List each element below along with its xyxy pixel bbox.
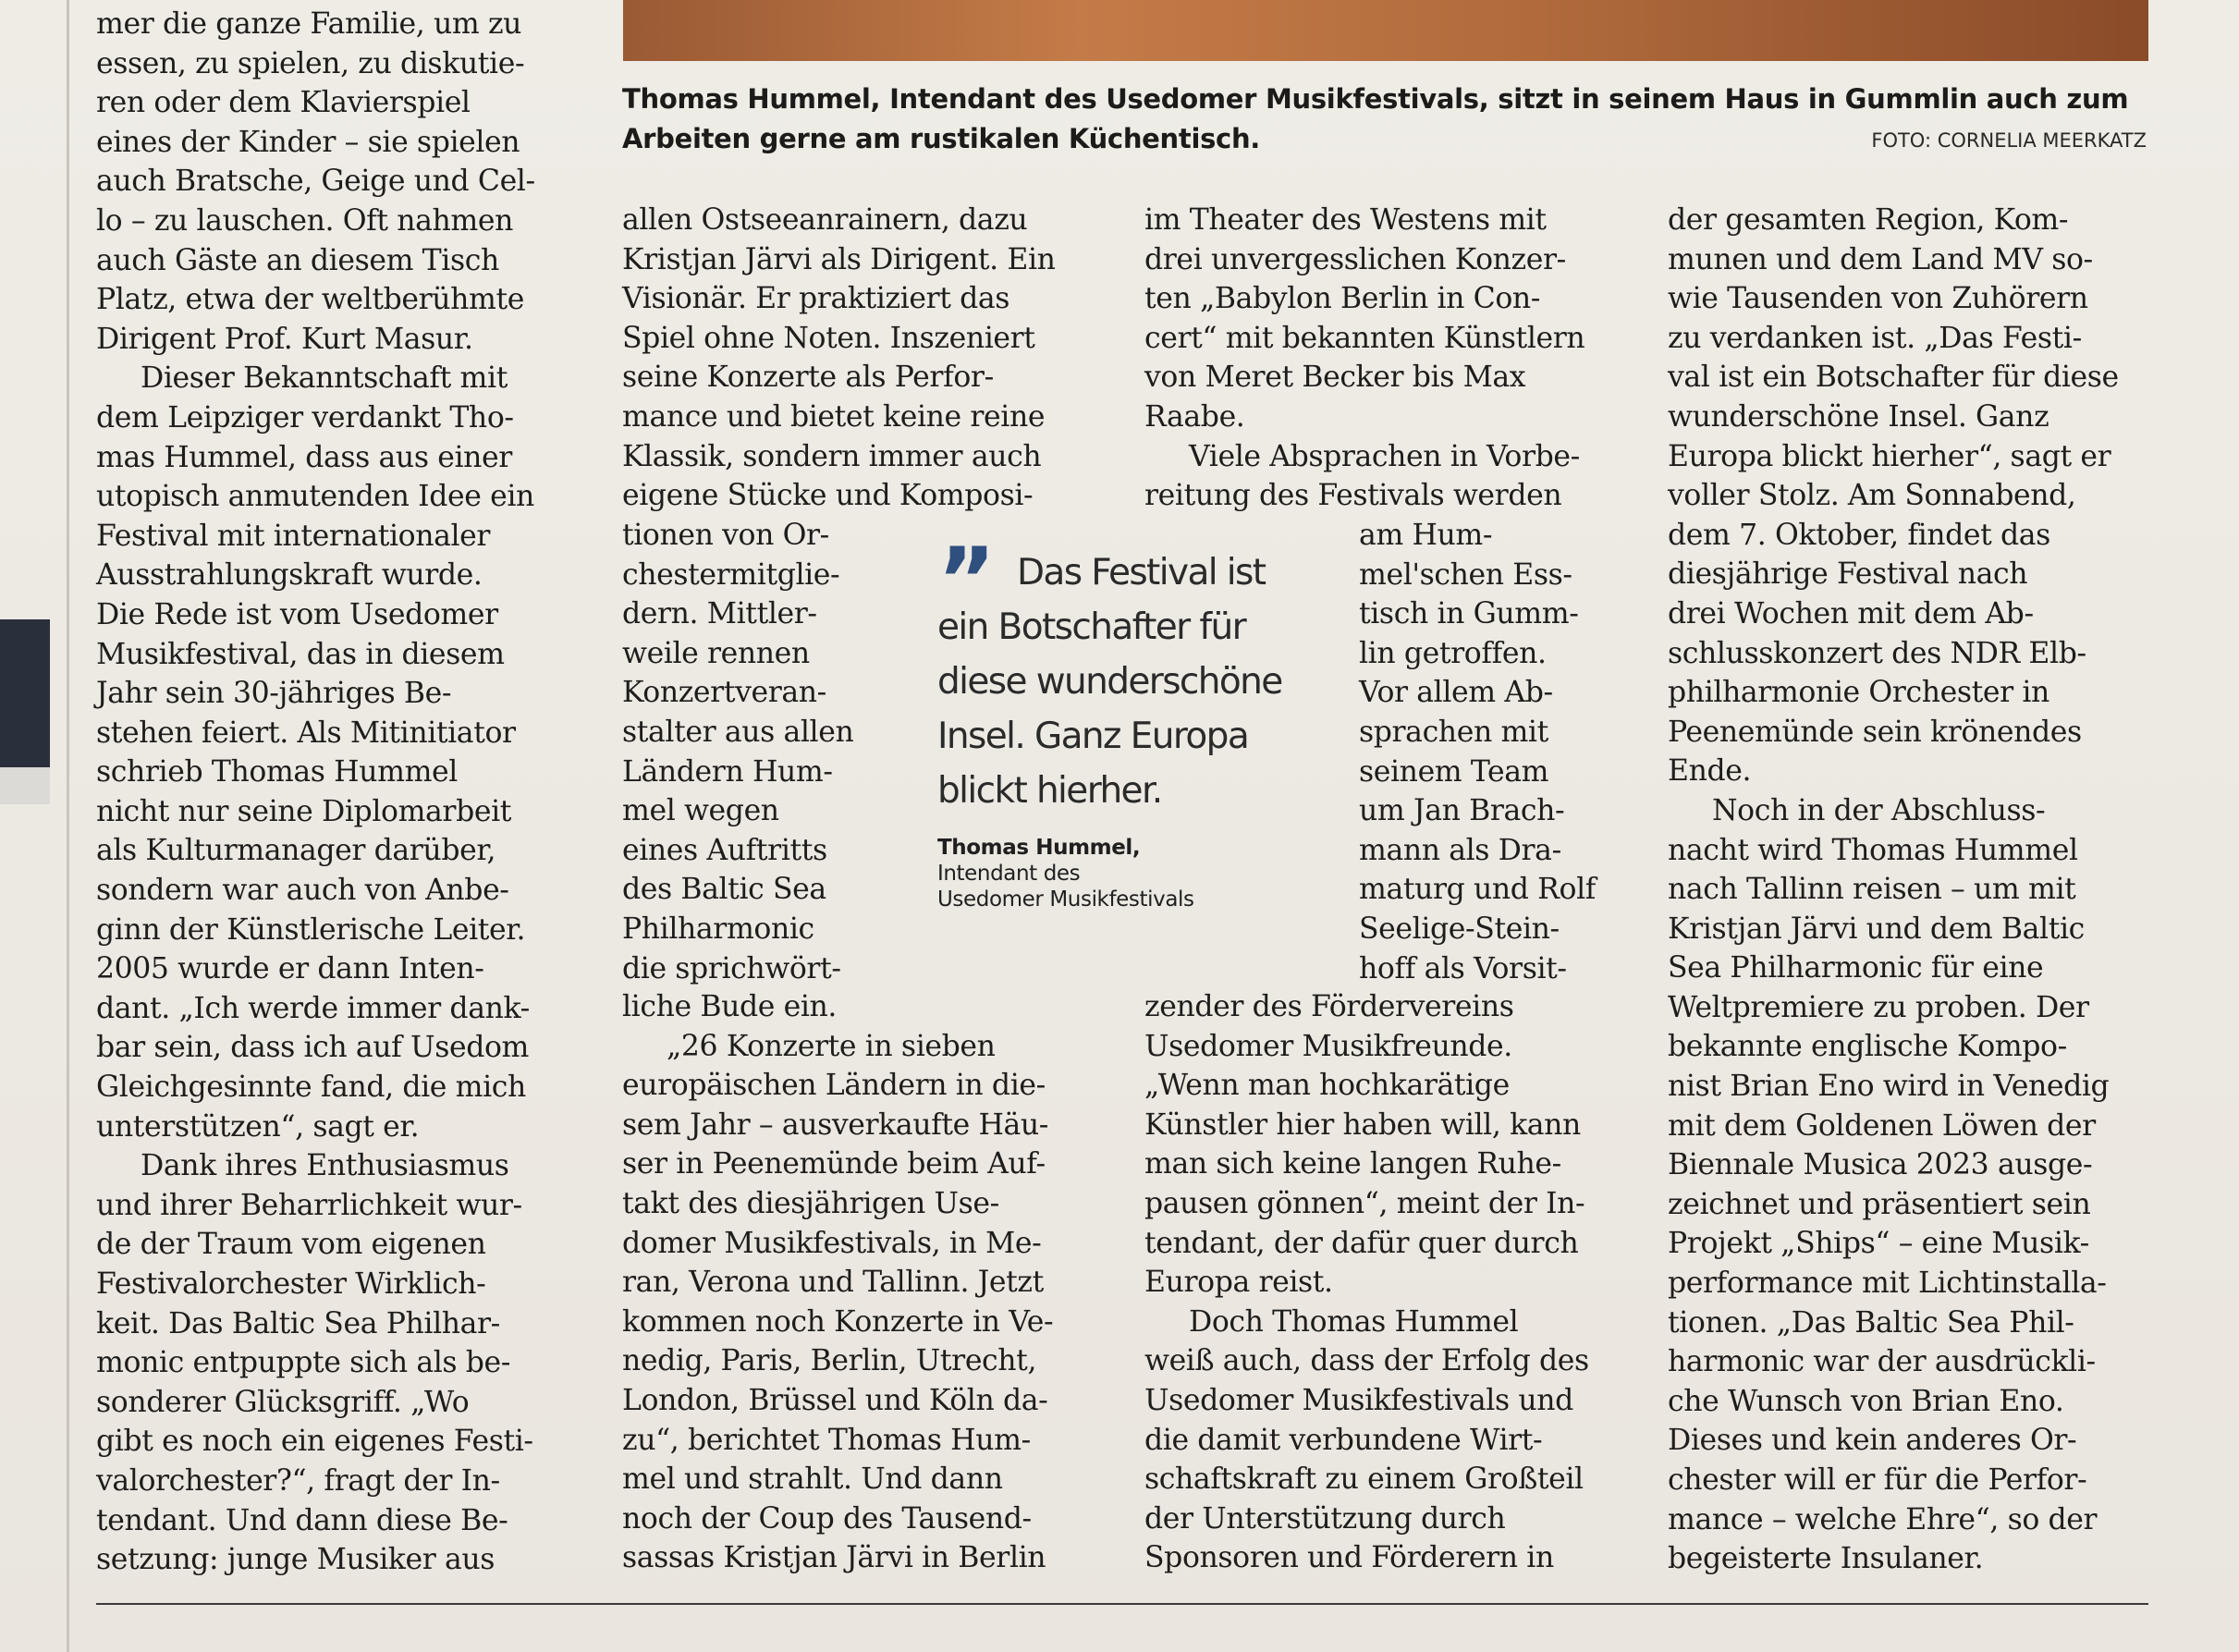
photo-credit: FOTO: CORNELIA MEERKATZ [1871,129,2147,152]
text-line: domer Musikfestivals, in Me- [622,1226,1042,1260]
text-line: Ausstrahlungskraft wurde. [96,558,483,593]
text-line: munen und dem Land MV so- [1668,242,2093,276]
text-line: setzung: junge Musiker aus [96,1543,496,1577]
article-column-2-wrap [622,516,881,988]
text-line: dant. „Ich werde immer dank- [96,991,530,1025]
text-line: Europa blickt hierher“, sagt er [1668,439,2111,473]
text-line: che Wunsch von Brian Eno. [1668,1384,2064,1418]
text-line: Sponsoren und Förderern in [1144,1541,1554,1575]
text-line: performance mit Lichtinstalla- [1668,1267,2107,1301]
text-line: weile rennen [622,636,810,670]
text-line: Noch in der Abschluss- [1712,793,2046,827]
text-line: nist Brian Eno wird in Venedig [1668,1070,2110,1104]
text-line: drei unvergesslichen Konzer- [1144,242,1566,276]
text-line: eines Auftritts [622,833,827,867]
text-line: „Wenn man hochkarätige [1144,1069,1510,1103]
text-line: tionen. „Das Baltic Sea Phil- [1668,1305,2074,1340]
text-line: stehen feiert. Als Mitinitiator [96,716,516,750]
text-line: keit. Das Baltic Sea Philhar- [96,1306,500,1340]
text-line: valorchester?“, fragt der In- [96,1463,500,1498]
text-line: als Kulturmanager darüber, [96,834,496,868]
article-column-3-wrap [1359,516,1627,988]
text-line: der Unterstützung durch [1144,1501,1506,1536]
text-line: nacht wird Thomas Hummel [1668,833,2078,867]
text-line: und ihrer Beharrlichkeit wur- [96,1188,522,1222]
quote-line: Insel. Ganz Europa [937,716,1249,757]
article-column-4 [1668,201,2149,1579]
text-line: ran, Verona und Tallinn. Jetzt [622,1266,1044,1300]
text-line: tendant, der dafür quer durch [1144,1226,1579,1260]
page-edge-rule [67,0,69,1652]
pull-quote [937,529,1344,912]
text-line: reitung des Festivals werden [1144,479,1562,513]
text-line: zender des Fördervereins [1144,990,1514,1023]
article-photo [623,0,2148,61]
text-line: Die Rede ist vom Usedomer [96,597,498,631]
text-line: Dieses und kein anderes Or- [1668,1424,2077,1458]
text-line: sonderer Glücksgriff. „Wo [96,1385,470,1419]
text-line: Seelige-Stein- [1359,912,1560,946]
text-line: lin getroffen. [1359,636,1547,670]
text-line: „26 Konzerte in sieben [667,1029,996,1063]
text-line: im Theater des Westens mit [1144,203,1547,237]
text-line: maturg und Rolf [1359,873,1596,907]
text-line: mit dem Goldenen Löwen der [1668,1108,2096,1143]
text-line: voller Stolz. Am Sonnabend, [1668,479,2076,513]
text-line: pausen gönnen“, meint der In- [1144,1186,1585,1220]
text-line: chestermitglie- [622,557,840,592]
text-line: nedig, Paris, Berlin, Utrecht, [622,1344,1037,1378]
text-line: dern. Mittler- [622,597,817,631]
text-line: wunderschöne Insel. Ganz [1668,399,2049,434]
article-column-3-continued [1144,987,1626,1578]
text-line: sondern war auch von Anbe- [96,874,509,908]
text-line: Philharmonic [622,912,814,946]
text-line: Gleichgesinnte fand, die mich [96,1071,526,1105]
text-line: Dirigent Prof. Kurt Masur. [96,322,473,356]
text-line: harmonic war der ausdrückli- [1668,1345,2096,1379]
text-line: monic entpuppte sich als be- [96,1346,510,1380]
text-line: Usedomer Musikfestivals und [1144,1383,1573,1417]
text-line: Klassik, sondern immer auch [622,439,1042,473]
text-line: ren oder dem Klavierspiel [96,86,471,120]
text-line: die damit verbundene Wirt- [1144,1423,1543,1457]
text-line: eigene Stücke und Komposi- [622,479,1034,513]
text-line: Weltpremiere zu proben. Der [1668,990,2089,1024]
text-line: Projekt „Ships“ – eine Musik- [1668,1227,2089,1261]
text-line: Spiel ohne Noten. Inszeniert [622,321,1035,355]
text-line: Vor allem Ab- [1359,676,1553,710]
quote-attribution [937,835,1344,912]
text-line: Festivalorchester Wirklich- [96,1267,486,1301]
text-line: mann als Dra- [1359,833,1561,867]
text-line: Peenemünde sein krönendes [1668,715,2082,749]
text-line: de der Traum vom eigenen [96,1228,486,1262]
text-line: Visionär. Er praktiziert das [622,282,1010,316]
quote-line: ein Botschafter für [937,606,1246,648]
text-line: mel'schen Ess- [1359,557,1572,592]
article-column-2 [622,201,1104,516]
text-line: diesjährige Festival nach [1668,557,2028,592]
text-line: Platz, etwa der weltberühmte [96,283,525,317]
text-line: nach Tallinn reisen – um mit [1668,873,2076,907]
text-line: des Baltic Sea [622,873,826,907]
text-line: mer die ganze Familie, um zu [96,7,522,41]
text-line: stalter aus allen [622,715,854,749]
text-line: sem Jahr – ausverkaufte Häu- [622,1107,1049,1142]
text-line: chester will er für die Perfor- [1668,1463,2087,1497]
text-line: der gesamten Region, Kom- [1668,203,2069,237]
text-line: Sea Philharmonic für eine [1668,951,2044,985]
quote-author-name: Thomas Hummel, [937,836,1141,860]
text-line: 2005 wurde er dann Inten- [96,952,484,986]
text-line: die sprichwört- [622,951,841,985]
text-line: bekannte englische Kompo- [1668,1030,2067,1064]
quote-line: diese wunderschöne [937,661,1282,703]
text-line: tendant. Und dann diese Be- [96,1503,508,1537]
quote-line: Das Festival ist [1017,552,1266,593]
text-line: gibt es noch ein eigenes Festi- [96,1425,533,1459]
quote-author-role: Usedomer Musikfestivals [937,887,1194,912]
text-line: begeisterte Insulaner. [1668,1542,1984,1576]
text-line: cert“ mit bekannten Künstlern [1144,321,1585,355]
article-column-2-continued [622,987,1104,1578]
text-line: mas Hummel, dass aus einer [96,440,512,474]
text-line: zeichnet und präsentiert sein [1668,1187,2091,1221]
text-line: Usedomer Musikfreunde. [1144,1029,1512,1063]
text-line: schlusskonzert des NDR Elb- [1668,636,2086,670]
text-line: dem Leipziger verdankt Tho- [96,400,514,434]
text-line: weiß auch, dass der Erfolg des [1144,1344,1589,1378]
text-line: Raabe. [1144,399,1245,434]
text-line: allen Ostseeanrainern, dazu [622,203,1028,237]
text-line: London, Brüssel und Köln da- [622,1383,1048,1417]
text-line: Festival mit internationaler [96,519,491,553]
text-line: seinem Team [1359,754,1549,789]
text-line: auch Bratsche, Geige und Cel- [96,165,535,199]
text-line: Doch Thomas Hummel [1189,1304,1519,1339]
text-line: liche Bude ein. [622,990,838,1023]
text-line: essen, zu spielen, zu diskutie- [96,46,525,80]
text-line: Ländern Hum- [622,754,833,789]
quote-line: blickt hierher. [937,770,1162,812]
text-line: Europa reist. [1144,1266,1333,1300]
text-line: Musikfestival, das in diesem [96,637,505,671]
text-line: mel wegen [622,794,779,828]
text-line: unterstützen“, sagt er. [96,1109,420,1144]
margin-color-block [0,619,50,767]
text-line: Biennale Musica 2023 ausge- [1668,1148,2093,1182]
text-line: schrieb Thomas Hummel [96,755,458,789]
text-line: drei Wochen mit dem Ab- [1668,596,2034,630]
text-line: Jahr sein 30-jähriges Be- [96,677,452,711]
text-line: utopisch anmutenden Idee ein [96,480,534,514]
text-line: am Hum- [1359,519,1493,552]
text-line: ginn der Künstlerische Leiter. [96,912,526,947]
text-line: europäischen Ländern in die- [622,1069,1046,1103]
text-line: Kristjan Järvi und dem Baltic [1668,912,2085,946]
text-line: mance und bietet keine reine [622,399,1046,434]
text-line: ten „Babylon Berlin in Con- [1144,282,1541,316]
text-line: tisch in Gumm- [1359,597,1579,631]
article-column-3 [1144,201,1626,516]
text-line: Kristjan Järvi als Dirigent. Ein [622,242,1056,276]
text-line: val ist ein Botschafter für diese [1668,361,2119,395]
text-line: Dank ihres Enthusiasmus [141,1149,509,1183]
text-line: noch der Coup des Tausend- [622,1501,1032,1536]
text-line: tionen von Or- [622,519,829,552]
text-line: ser in Peenemünde beim Auf- [622,1147,1046,1181]
quote-mark-icon: ” [937,529,989,632]
text-line: Viele Absprachen in Vorbe- [1189,439,1580,473]
text-line: auch Gäste an diesem Tisch [96,243,499,277]
text-line: Dieser Bekanntschaft mit [141,361,508,396]
text-line: Konzertveran- [622,676,826,710]
text-line: Künstler hier haben will, kann [1144,1107,1581,1142]
text-line: um Jan Brach- [1359,794,1565,828]
caption-line-2: Arbeiten gerne am rustikalen Küchentisch. [622,123,1261,154]
article-column-1 [96,5,578,1580]
text-line: mel und strahlt. Und dann [622,1462,1003,1497]
text-line: bar sein, dass ich auf Usedom [96,1031,530,1065]
quote-author-role: Intendant des [937,862,1081,886]
text-line: seine Konzerte als Perfor- [622,361,994,395]
text-line: zu verdanken ist. „Das Festi- [1668,321,2082,355]
text-line: nicht nur seine Diplomarbeit [96,794,512,828]
text-line: von Meret Becker bis Max [1144,361,1526,395]
text-line: sassas Kristjan Järvi in Berlin [622,1541,1046,1575]
text-line: wie Tausenden von Zuhörern [1668,282,2088,316]
text-line: Ende. [1668,754,1752,789]
text-line: hoff als Vorsit- [1359,951,1567,985]
text-line: zu“, berichtet Thomas Hum- [622,1423,1031,1457]
text-line: mance – welche Ehre“, so der [1668,1502,2098,1536]
caption-line-1: Thomas Hummel, Intendant des Usedomer Musikfestivals, sitzt in seinem Haus in Gummlin auch zum [622,83,2129,115]
text-line: sprachen mit [1359,715,1548,749]
text-line: dem 7. Oktober, findet das [1668,518,2050,552]
margin-light-block [0,767,50,804]
bottom-divider [96,1603,2148,1605]
text-line: lo – zu lauschen. Oft nahmen [96,203,514,238]
text-line: man sich keine langen Ruhe- [1144,1147,1561,1181]
text-line: schaftskraft zu einem Großteil [1144,1462,1584,1497]
text-line: eines der Kinder – sie spielen [96,125,520,159]
pull-quote-text [937,529,1344,818]
text-line: kommen noch Konzerte in Ve- [622,1304,1054,1339]
text-line: philharmonie Orchester in [1668,676,2049,710]
text-line: takt des diesjährigen Use- [622,1186,999,1220]
